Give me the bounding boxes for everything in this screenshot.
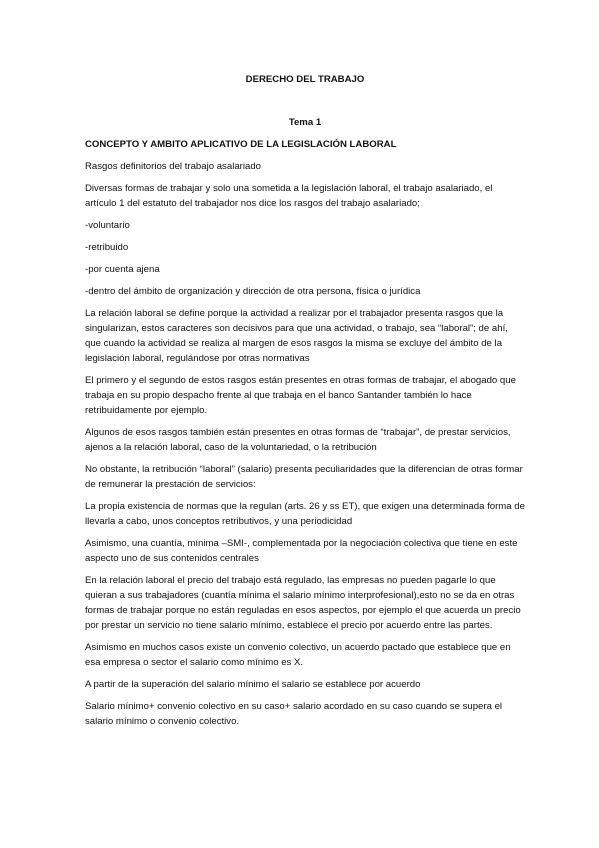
paragraph: La propia existencia de normas que la regulan (arts. 26 y ss ET), que exigen una determinada forma de llevarla a cabo, unos conceptos retributivos, y una periodicidad	[85, 501, 525, 527]
paragraph-intro: Diversas formas de trabajar y solo una sometida a la legislación laboral, el trabajo asalariado, el artículo 1 del estatuto del trabajador nos dice los rasgos del trabajo asalariado;	[85, 183, 493, 209]
list-item-voluntario: -voluntario	[85, 220, 130, 231]
list-item-ambito: -dentro del ámbito de organización y dirección de otra persona, física o jurídica	[85, 286, 421, 297]
list-item-cuenta-ajena: -por cuenta ajena	[85, 264, 160, 275]
paragraph: La relación laboral se define porque la actividad a realizar por el trabajador presenta rasgos que la singularizan, estos caracteres son decisivos para que una actividad, o trabajo, sea “laboral”; de ahí, que cuando la actividad se realiza al margen de esos rasgos la misma se excluye del ámbito de la legislación laboral, regulándose por otras normativas	[85, 308, 508, 364]
paragraph: Salario mínimo+ convenio colectivo en su caso+ salario acordado en su caso cuando se supera el salario mínimo o convenio colectivo.	[85, 701, 503, 727]
list-item-retribuido: -retribuido	[85, 242, 129, 253]
paragraph: Asimismo, una cuantía, mínima –SMI-, complementada por la negociación colectiva que tiene en este aspecto uno de sus contenidos centrales	[85, 538, 518, 564]
paragraph: Asimismo en muchos casos existe un convenio colectivo, un acuerdo pactado que establece que en esa empresa o sector el salario como mínimo es X.	[85, 642, 511, 668]
document-title: DERECHO DEL TRABAJO	[245, 74, 365, 85]
paragraph: El primero y el segundo de estos rasgos están presentes en otras formas de trabajar, el abogado que trabaja en su propio despacho frente al que trabaja en el banco Santander también lo hace retribuidamente por ejemplo.	[85, 375, 516, 416]
paragraph: No obstante, la retribución “laboral” (salario) presenta peculiaridades que la diferencian de otras formar de remunerar la prestación de servicios:	[85, 464, 523, 490]
topic-heading: Tema 1	[288, 117, 322, 128]
paragraph: A partir de la superación del salario mínimo el salario se establece por acuerdo	[85, 679, 421, 690]
paragraph-subtitle: Rasgos definitorios del trabajo asalariado	[85, 161, 261, 172]
paragraph: Algunos de esos rasgos también están presentes en otras formas de “trabajar”, de prestar servicios, ajenos a la relación laboral, caso de la voluntariedad, o la retribución	[85, 427, 511, 453]
section-heading: CONCEPTO Y AMBITO APLICATIVO DE LA LEGISLACIÓN LABORAL	[85, 139, 397, 150]
document-body	[85, 72, 525, 736]
paragraph: En la relación laboral el precio del trabajo está regulado, las empresas no pueden pagarle lo que quieran a sus trabajadores (cuantía mínima el salario mínimo interprofesional),esto no se da en otras formas de trabajar porque no están reguladas en esos aspectos, por ejemplo el que acuerda un precio por prestar un servicio no tiene salario mínimo, establece el precio por acuerdo entre las partes.	[85, 575, 521, 631]
